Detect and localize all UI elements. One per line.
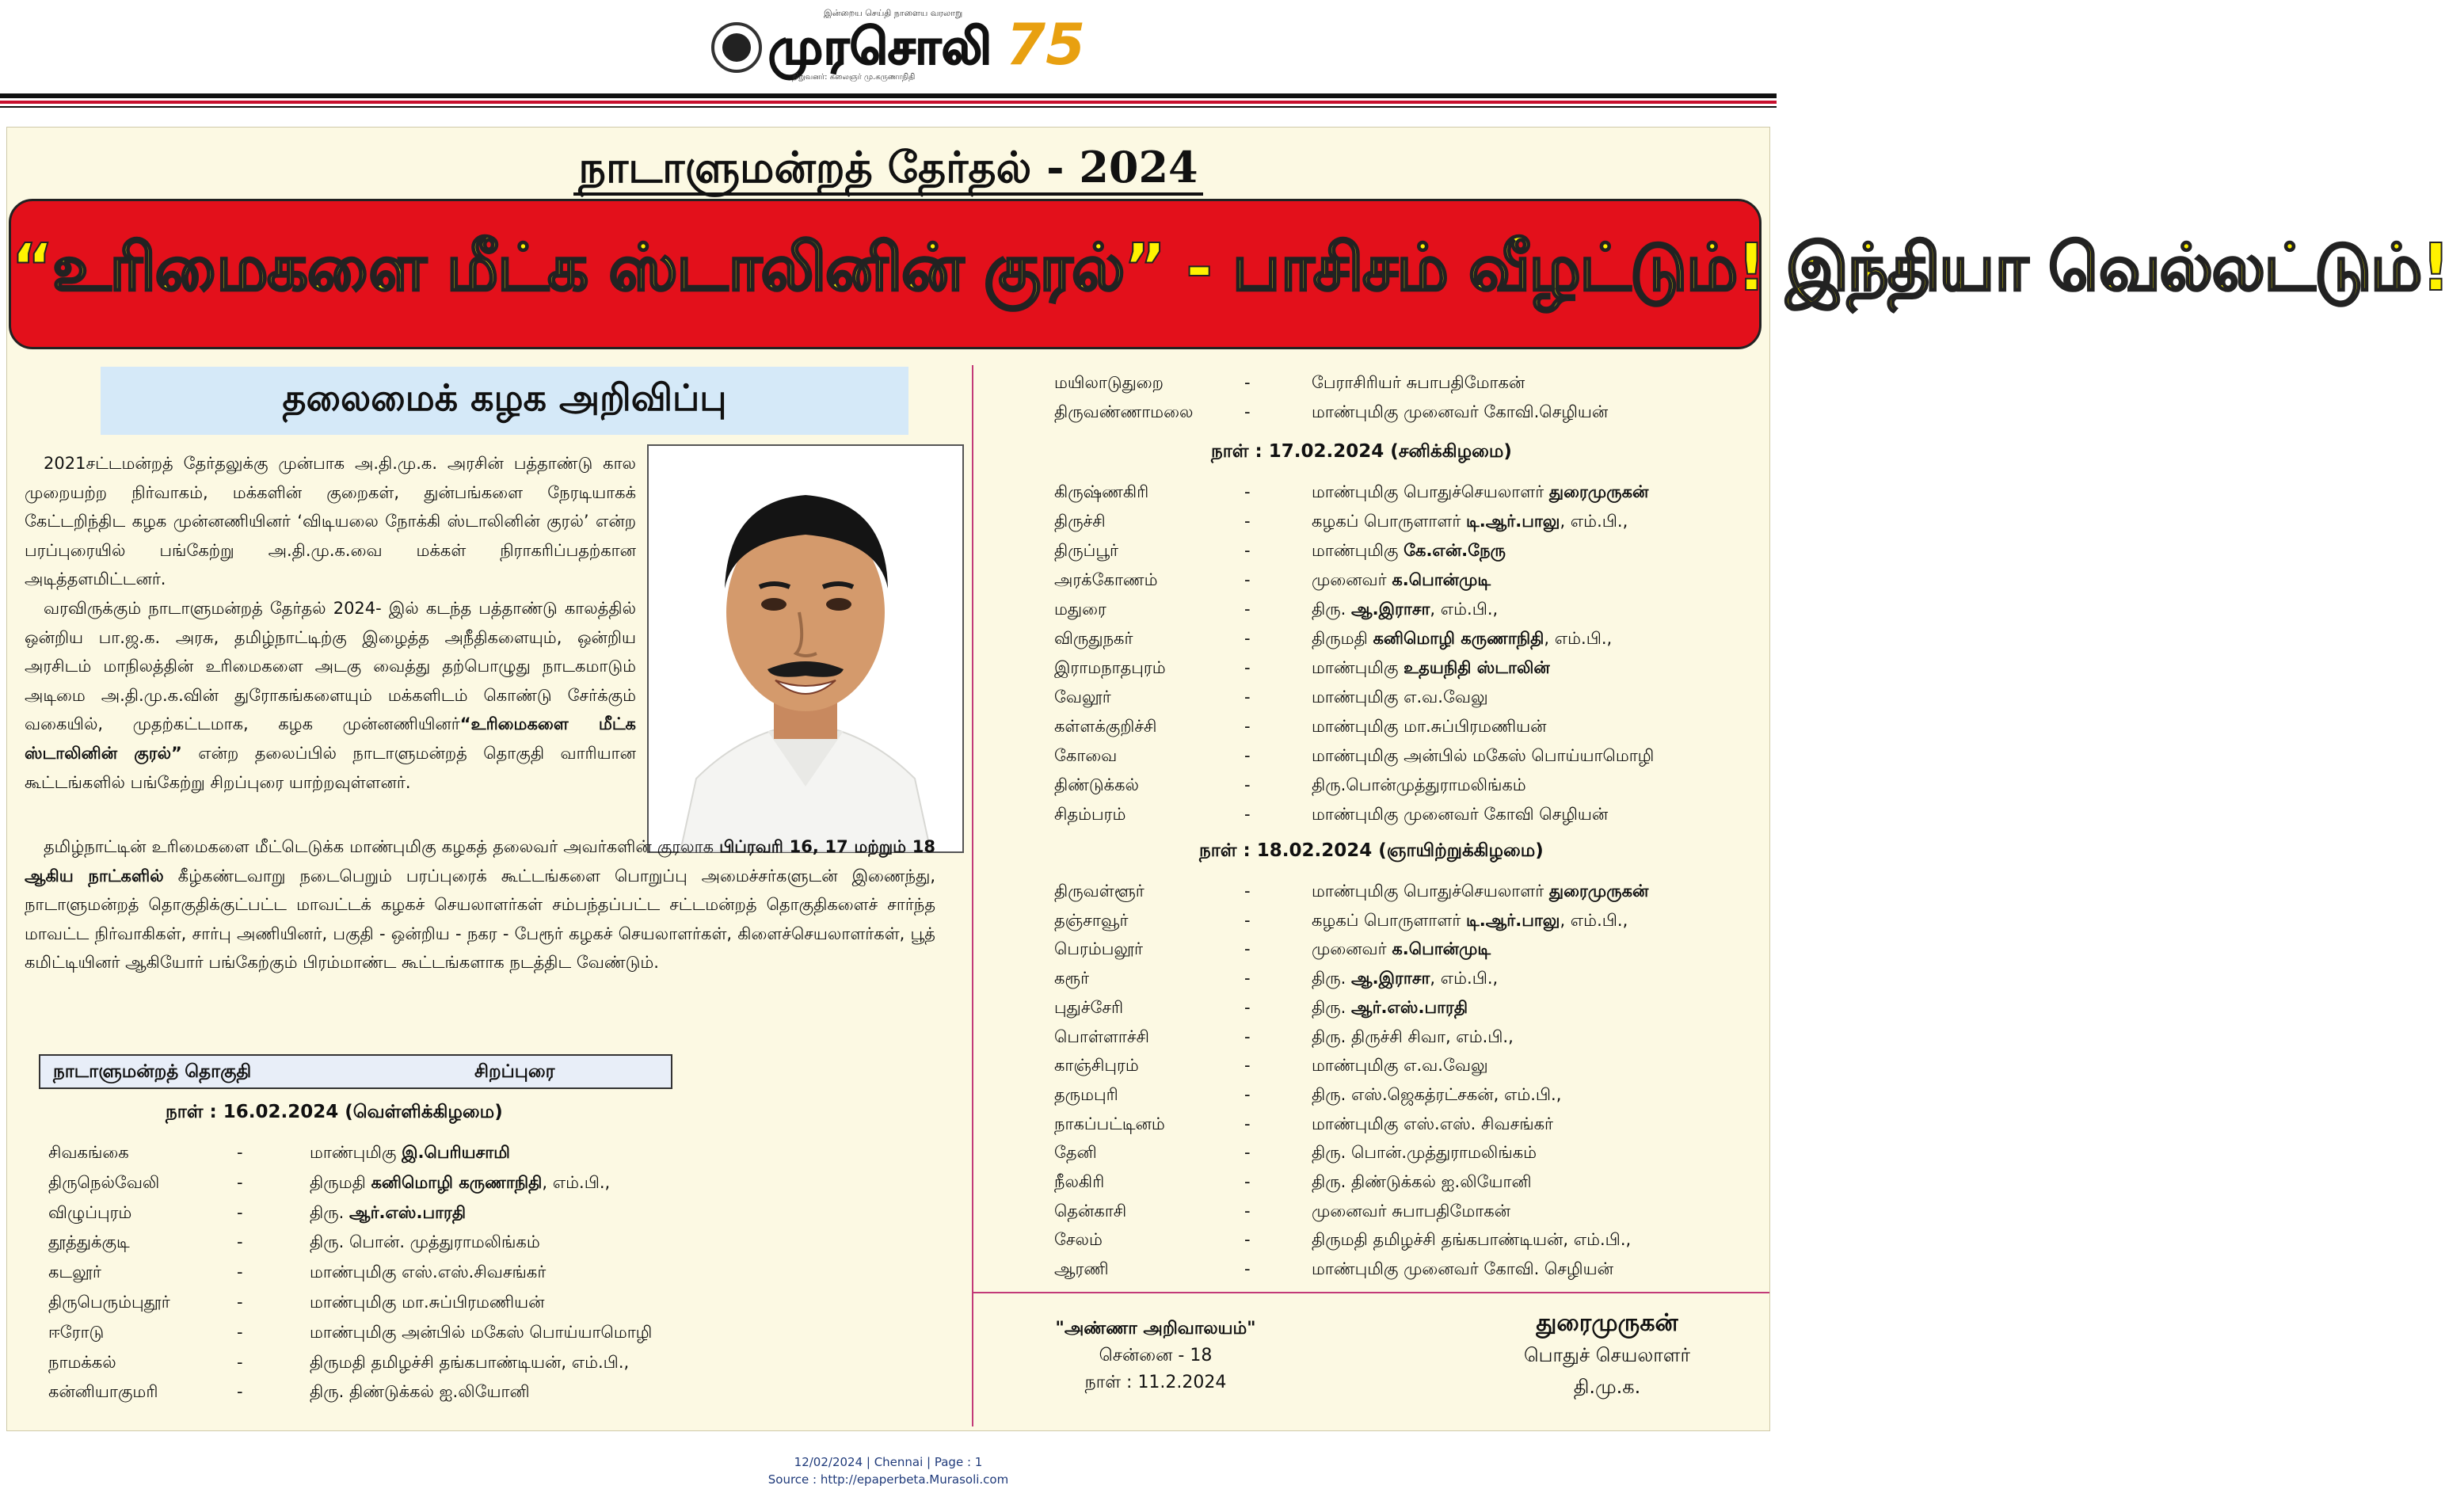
schedule-row: [48, 1323, 761, 1351]
separator-dash: -: [1244, 882, 1251, 901]
election-title: நாடாளுமன்றத் தேர்தல் - 2024: [7, 142, 1769, 199]
separator-dash: -: [1244, 910, 1251, 930]
constituency-name: சிவகங்கை: [48, 1143, 129, 1162]
speaker-name: முனைவர் க.பொன்முடி: [1312, 939, 1491, 959]
page-footer: [0, 1453, 1777, 1488]
schedule-row: [1054, 882, 1767, 910]
office-name: "அண்ணா அறிவாலயம்": [1055, 1319, 1256, 1339]
schedule-row: [1054, 482, 1767, 511]
constituency-name: திண்டுக்கல்: [1054, 775, 1139, 794]
paragraph-3: தமிழ்நாட்டின் உரிமைகளை மீட்டெடுக்க மாண்புமிகு கழகத் தலைவர் அவர்களின் குரலாக பிப்ரவரி 16, 17 மற்றும் 18 ஆகிய நாட்களில் கீழ்கண்டவாறு நடைபெறும் பரப்புரைக் கூட்டங்களை பொறுப்பு அமைச்சர்களுடன் இணைந்து, நாடாளுமன்றத் தொகுதிக்குட்பட்ட மாவட்டக் கழகச் செயலாளர்கள் சம்பந்தப்பட்ட சட்டமன்றத் தொகுதிகளைச் சார்ந்த மாவட்ட நிர்வாகிகள், சார்பு அணியினர், பகுதி - ஒன்றிய - நகர - பேரூர் கழகச் செயலாளர்கள், கிளைச்செயலாளர்கள், பூத் கமிட்டியினர் ஆகியோர் பங்கேற்கும் பிரம்மாண்ட கூட்டங்களாக நடத்திட வேண்டும்.: [25, 837, 935, 973]
constituency-name: தேனி: [1054, 1143, 1097, 1163]
speaker-highlight: ஆ.இராசா: [1351, 600, 1430, 619]
speaker-name: முனைவர் க.பொன்முடி: [1312, 570, 1491, 589]
schedule-row: [1054, 1202, 1767, 1230]
schedule-row: [1054, 541, 1767, 569]
separator-dash: -: [237, 1322, 243, 1342]
separator-dash: -: [1244, 805, 1251, 824]
separator-dash: -: [1244, 1201, 1251, 1221]
constituency-name: தஞ்சாவூர்: [1054, 910, 1129, 930]
schedule-row: [1054, 402, 1767, 431]
speaker-name: திருமதி தமிழச்சி தங்கபாண்டியன், எம்.பி.,: [310, 1352, 630, 1372]
speaker-highlight: துரைமுருகன்: [1548, 482, 1649, 501]
separator-dash: -: [1244, 939, 1251, 959]
speaker-name: திருமதி கனிமொழி கருணாநிதி, எம்.பி.,: [1312, 629, 1613, 648]
masthead-rule-thin: [0, 106, 1777, 108]
schedule-row: [1054, 1056, 1767, 1084]
schedule-row: [1054, 911, 1767, 939]
header-speaker: சிறப்புரை: [474, 1061, 555, 1082]
campaign-dates: பிப்ரவரி 16, 17 மற்றும் 18 ஆகிய நாட்களில்: [25, 837, 935, 885]
paragraph-1: 2021சட்டமன்றத் தேர்தலுக்கு முன்பாக அ.தி.மு.க. அரசின் பத்தாண்டு கால முறையற்ற நிர்வாகம், மக்களின் குறைகள், துன்பங்களை நேரடியாகக் கேட்டறிந்திட கழக முன்னணியினர் ‘விடியலை நோக்கி ஸ்டாலினின் குரல்’ என்ற பரப்புரையில் பங்கேற்று அ.தி.மு.க.வை மக்கள் நிராகரிப்பதற்கான அடித்தளமிட்டனர்.: [25, 454, 636, 589]
schedule-row: [1054, 629, 1767, 657]
speaker-name: திரு. பொன். முத்துராமலிங்கம்: [310, 1232, 540, 1252]
schedule-row: [1054, 1143, 1767, 1171]
schedule-row: [1054, 1085, 1767, 1114]
schedule-row: [48, 1232, 761, 1261]
schedule-row: [48, 1143, 761, 1171]
separator-dash: -: [237, 1172, 243, 1192]
constituency-name: கிருஷ்ணகிரி: [1054, 482, 1149, 501]
separator-dash: -: [1244, 1026, 1251, 1046]
speaker-name: கழகப் பொருளாளர் டி.ஆர்.பாலு, எம்.பி.,: [1312, 910, 1628, 930]
slogan-banner: [9, 199, 2449, 349]
schedule-row: [1054, 1027, 1767, 1056]
speaker-name: மாண்புமிகு அன்பில் மகேஸ் பொய்யாமொழி: [1312, 746, 1655, 765]
constituency-name: நீலகிரி: [1054, 1172, 1105, 1191]
speaker-name: மாண்புமிகு முனைவர் கோவி.செழியன்: [1312, 402, 1609, 421]
speaker-highlight: கனிமொழி கருணாநிதி: [1373, 629, 1544, 648]
constituency-name: ஆரணி: [1054, 1259, 1109, 1279]
speaker-name: மாண்புமிகு இ.பெரியசாமி: [310, 1143, 510, 1162]
constituency-name: அரக்கோணம்: [1054, 570, 1158, 589]
constituency-name: பொள்ளாச்சி: [1054, 1026, 1149, 1046]
separator-dash: -: [237, 1232, 243, 1252]
office-city: சென்னை - 18: [1099, 1346, 1213, 1365]
separator-dash: -: [237, 1293, 243, 1312]
paragraph-2: வரவிருக்கும் நாடாளுமன்றத் தேர்தல் 2024- இல் கடந்த பத்தாண்டு காலத்தில் ஒன்றிய பா.ஜ.க. அரசு, தமிழ்நாட்டிற்கு இழைத்த அநீதிகளையும், ஒன்றிய அரசிடம் மாநிலத்தின் உரிமைகளை அடகு வைத்து தற்பொழுது நாடகமாடும் அடிமை அ.தி.மு.க.வின் துரோகங்களையும் மக்களிடம் கொண்டு சேர்க்கும் வகையில், முதற்கட்டமாக, கழக முன்னணியினர்“உரிமைகளை மீட்க ஸ்டாலினின் குரல்” என்ற தலைப்பில் நாடாளுமன்றத் தொகுதி வாரியான கூட்டங்களில் பங்கேற்று சிறப்புரை யாற்றவுள்ளனர்.: [25, 598, 636, 792]
constituency-name: திருப்பூர்: [1054, 541, 1119, 560]
schedule-row: [1054, 570, 1767, 599]
speaker-name: திரு. ஆ.இராசா, எம்.பி.,: [1312, 969, 1499, 988]
schedule-row: [48, 1293, 761, 1321]
separator-dash: -: [237, 1352, 243, 1372]
day3-date: நாள் : 18.02.2024 (ஞாயிற்றுக்கிழமை): [1199, 840, 1544, 861]
leader-photo: [647, 444, 964, 853]
separator-dash: -: [1244, 658, 1251, 677]
separator-dash: -: [1244, 373, 1251, 392]
slogan-text: “உரிமைகளை மீட்க ஸ்டாலினின் குரல்” - பாசிசம் வீழட்டும்! இந்தியா வெல்லட்டும்!: [11, 230, 2449, 306]
speaker-name: திரு. திண்டுக்கல் ஐ.லியோனி: [1312, 1172, 1532, 1191]
schedule-row: [1054, 969, 1767, 997]
separator-dash: -: [237, 1263, 243, 1282]
issue-place-date: [997, 1316, 1314, 1396]
schedule-row: [1054, 512, 1767, 540]
separator-dash: -: [1244, 969, 1251, 988]
separator-dash: -: [1244, 1056, 1251, 1076]
speaker-name: மாண்புமிகு மா.சுப்பிரமணியன்: [1312, 717, 1547, 736]
masthead-tagline: இன்றைய செய்தி நாளைய வரலாறு: [824, 8, 963, 18]
separator-dash: -: [1244, 570, 1251, 589]
speaker-name: மாண்புமிகு பொதுச்செயலாளர் துரைமுருகன்: [1312, 482, 1649, 501]
constituency-name: வேலூர்: [1054, 687, 1111, 706]
constituency-name: சேலம்: [1054, 1230, 1103, 1250]
constituency-name: நாகப்பட்டினம்: [1054, 1114, 1165, 1133]
speaker-name: மாண்புமிகு எ.வ.வேலு: [1312, 687, 1488, 706]
day2-date: நாள் : 17.02.2024 (சனிக்கிழமை): [1211, 441, 1512, 462]
speaker-highlight: க.பொன்முடி: [1392, 939, 1491, 959]
schedule-row: [1054, 1230, 1767, 1259]
speaker-name: மாண்புமிகு கே.என்.நேரு: [1312, 541, 1506, 560]
masthead-rule: [0, 93, 1777, 98]
schedule-row: [1054, 717, 1767, 745]
signatory-name: துரைமுருகன்: [1536, 1309, 1678, 1337]
schedule-row: [1054, 805, 1767, 833]
constituency-name: சிதம்பரம்: [1054, 805, 1126, 824]
constituency-name: இராமநாதபுரம்: [1054, 658, 1166, 677]
speaker-name: திரு. பொன்.முத்துராமலிங்கம்: [1312, 1143, 1537, 1163]
announcement-title: தலைமைக் கழக அறிவிப்பு: [282, 376, 727, 419]
signature-divider: [973, 1292, 1769, 1293]
schedule-row: [1054, 746, 1767, 775]
schedule-row: [1054, 1114, 1767, 1143]
speaker-highlight: உதயநிதி ஸ்டாலின்: [1404, 658, 1550, 677]
speaker-name: திரு. ஆ.இராசா, எம்.பி.,: [1312, 600, 1499, 619]
constituency-name: திருநெல்வேலி: [48, 1172, 160, 1192]
masthead-rule-red: [0, 101, 1777, 104]
separator-dash: -: [1244, 1172, 1251, 1191]
constituency-name: திருவண்ணாமலை: [1054, 402, 1194, 421]
schedule-row: [1054, 998, 1767, 1026]
speaker-name: திரு. ஆர்.எஸ்.பாரதி: [310, 1202, 467, 1222]
footer-edition: 12/02/2024 | Chennai | Page : 1: [794, 1455, 983, 1469]
speaker-name: திரு. எஸ்.ஜெகத்ரட்சகன், எம்.பி.,: [1312, 1084, 1562, 1104]
schedule-row: [1054, 1259, 1767, 1288]
separator-dash: -: [1244, 775, 1251, 794]
speaker-name: மாண்புமிகு எஸ்.எஸ். சிவசங்கர்: [1312, 1114, 1553, 1133]
speaker-name: மாண்புமிகு முனைவர் கோவி. செழியன்: [1312, 1259, 1613, 1279]
constituency-name: தென்காசி: [1054, 1201, 1127, 1221]
speaker-highlight: இ.பெரியசாமி: [402, 1143, 510, 1162]
signatory-party: தி.மு.க.: [1573, 1376, 1641, 1398]
constituency-name: விழுப்புரம்: [48, 1202, 132, 1222]
separator-dash: -: [1244, 1114, 1251, 1133]
schedule-row: [1054, 658, 1767, 687]
speaker-name: மாண்புமிகு பொதுச்செயலாளர் துரைமுருகன்: [1312, 882, 1649, 901]
signatory: [1488, 1308, 1726, 1403]
constituency-name: பெரம்பலூர்: [1054, 939, 1144, 959]
speaker-name: திரு. ஆர்.எஸ்.பாரதி: [1312, 997, 1468, 1017]
speaker-name: திருமதி கனிமொழி கருணாநிதி, எம்.பி.,: [310, 1172, 611, 1192]
schedule-row: [1054, 687, 1767, 716]
speaker-name: திரு. திருச்சி சிவா, எம்.பி.,: [1312, 1026, 1514, 1046]
schedule-row: [1054, 600, 1767, 628]
signatory-title: பொதுச் செயலாளர்: [1523, 1344, 1690, 1366]
speaker-name: பேராசிரியர் சுபாபதிமோகன்: [1312, 373, 1525, 392]
speaker-highlight: ஆர்.எஸ்.பாரதி: [1351, 997, 1468, 1017]
separator-dash: -: [1244, 1259, 1251, 1279]
speaker-name: திருமதி தமிழச்சி தங்கபாண்டியன், எம்.பி.,: [1312, 1230, 1632, 1250]
constituency-name: மதுரை: [1054, 600, 1106, 619]
separator-dash: -: [1244, 746, 1251, 765]
schedule-table-header: [39, 1054, 672, 1089]
constituency-name: ஈரோடு: [48, 1322, 105, 1342]
speaker-name: திரு. திண்டுக்கல் ஐ.லியோனி: [310, 1382, 530, 1402]
speaker-name: முனைவர் சுபாபதிமோகன்: [1312, 1201, 1511, 1221]
constituency-name: திருவள்ளூர்: [1054, 882, 1145, 901]
separator-dash: -: [1244, 1084, 1251, 1104]
constituency-name: கரூர்: [1054, 969, 1090, 988]
separator-dash: -: [1244, 482, 1251, 501]
party-emblem-icon: [711, 22, 762, 73]
separator-dash: -: [1244, 512, 1251, 531]
separator-dash: -: [237, 1143, 243, 1162]
constituency-name: கடலூர்: [48, 1263, 101, 1282]
schedule-row: [1054, 775, 1767, 804]
speaker-highlight: க.பொன்முடி: [1392, 570, 1491, 589]
separator-dash: -: [1244, 402, 1251, 421]
column-divider: [972, 365, 973, 1426]
portrait-illustration: [649, 446, 962, 851]
masthead: [0, 0, 1777, 93]
intro-paragraphs: [25, 449, 636, 797]
schedule-row: [48, 1353, 761, 1381]
separator-dash: -: [1244, 997, 1251, 1017]
constituency-name: விருதுநகர்: [1054, 629, 1133, 648]
constituency-name: நாமக்கல்: [48, 1352, 116, 1372]
speaker-name: மாண்புமிகு அன்பில் மகேஸ் பொய்யாமொழி: [310, 1322, 653, 1342]
constituency-name: காஞ்சிபுரம்: [1054, 1056, 1139, 1076]
speaker-name: கழகப் பொருளாளர் டி.ஆர்.பாலு, எம்.பி.,: [1312, 512, 1628, 531]
speaker-name: மாண்புமிகு மா.சுப்பிரமணியன்: [310, 1293, 545, 1312]
constituency-name: கன்னியாகுமரி: [48, 1382, 158, 1402]
speaker-name: மாண்புமிகு எஸ்.எஸ்.சிவசங்கர்: [310, 1263, 547, 1282]
separator-dash: -: [1244, 541, 1251, 560]
schedule-row: [48, 1173, 761, 1202]
footer-source: Source : http://epaperbeta.Murasoli.com: [767, 1472, 1009, 1487]
separator-dash: -: [1244, 629, 1251, 648]
constituency-name: தூத்துக்குடி: [48, 1232, 130, 1252]
anniversary-badge: 75: [1006, 11, 1086, 78]
constituency-name: தருமபுரி: [1054, 1084, 1118, 1104]
speaker-highlight: ஆ.இராசா: [1351, 969, 1430, 988]
schedule-row: [48, 1263, 761, 1291]
speaker-highlight: துரைமுருகன்: [1548, 882, 1649, 901]
speaker-highlight: ஆர்.எஸ்.பாரதி: [349, 1202, 467, 1222]
announcement-header: [101, 367, 908, 435]
constituency-name: கோவை: [1054, 746, 1118, 765]
issue-date: நாள் : 11.2.2024: [1084, 1373, 1227, 1392]
separator-dash: -: [237, 1382, 243, 1402]
schedule-row: [1054, 373, 1767, 402]
masthead-founder: நிறுவனர்: கலைஞர் மு.கருணாநிதி: [792, 73, 916, 82]
constituency-name: கள்ளக்குறிச்சி: [1054, 717, 1157, 736]
separator-dash: -: [1244, 1230, 1251, 1250]
schedule-row: [1054, 939, 1767, 968]
header-constituency: நாடாளுமன்றத் தொகுதி: [53, 1061, 252, 1082]
speaker-name: மாண்புமிகு உதயநிதி ஸ்டாலின்: [1312, 658, 1550, 677]
constituency-name: புதுச்சேரி: [1054, 997, 1124, 1017]
newspaper-name: முரசொலி: [768, 17, 992, 75]
speaker-highlight: கனிமொழி கருணாநிதி: [371, 1172, 543, 1192]
announcement-panel: [6, 127, 2449, 1431]
constituency-name: திருபெரும்புதூர்: [48, 1293, 170, 1312]
separator-dash: -: [1244, 687, 1251, 706]
separator-dash: -: [1244, 1143, 1251, 1163]
constituency-name: மயிலாடுதுறை: [1054, 373, 1164, 392]
speaker-name: மாண்புமிகு முனைவர் கோவி செழியன்: [1312, 805, 1609, 824]
day1-date: நாள் : 16.02.2024 (வெள்ளிக்கிழமை): [166, 1102, 503, 1122]
speaker-highlight: டி.ஆர்.பாலு: [1466, 910, 1560, 930]
speaker-highlight: கே.என்.நேரு: [1404, 541, 1506, 560]
constituency-name: திருச்சி: [1054, 512, 1106, 531]
masthead-logo: [705, 8, 1086, 84]
schedule-row: [48, 1203, 761, 1232]
schedule-row: [1054, 1172, 1767, 1201]
separator-dash: -: [237, 1202, 243, 1222]
separator-dash: -: [1244, 717, 1251, 736]
campaign-name: “உரிமைகளை மீட்க ஸ்டாலினின் குரல்”: [25, 714, 636, 763]
schedule-row: [48, 1382, 761, 1411]
separator-dash: -: [1244, 600, 1251, 619]
speaker-name: திரு.பொன்முத்துராமலிங்கம்: [1312, 775, 1526, 794]
speaker-highlight: டி.ஆர்.பாலு: [1466, 512, 1560, 531]
speaker-name: மாண்புமிகு எ.வ.வேலு: [1312, 1056, 1488, 1076]
